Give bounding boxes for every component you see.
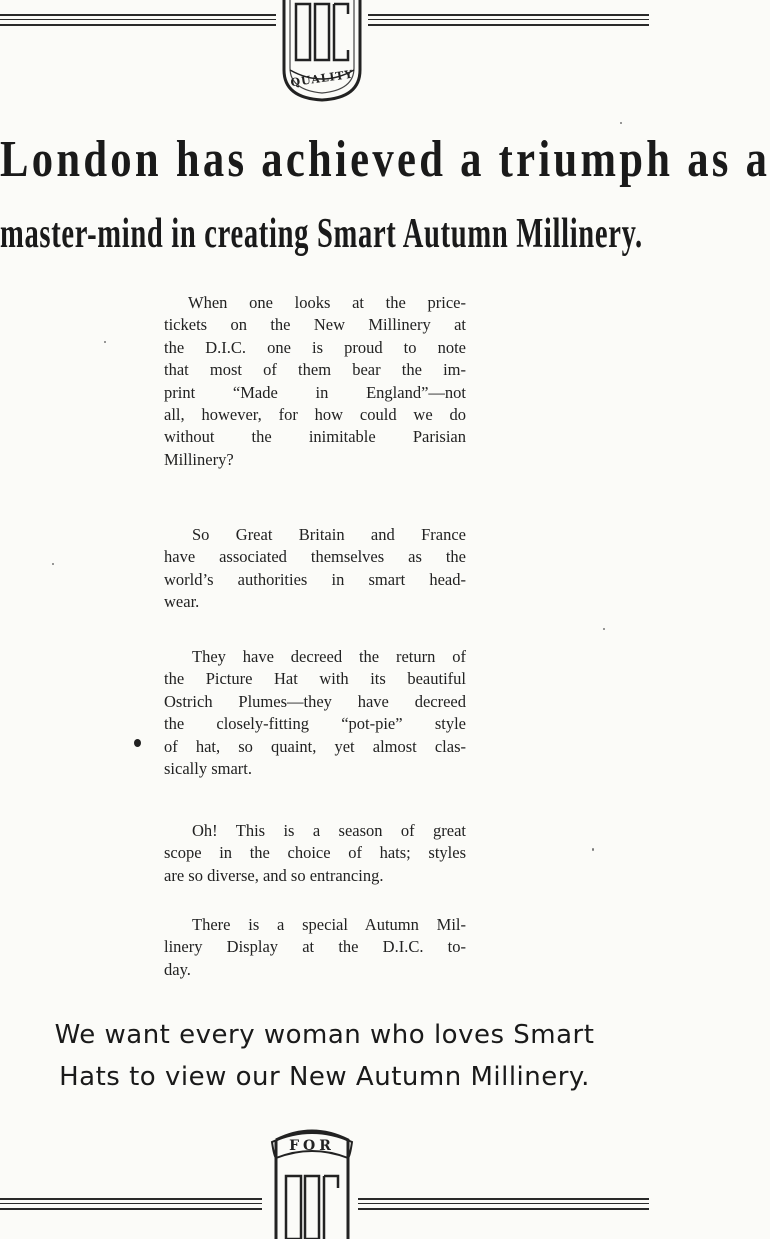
body-line: scope in the choice of hats; styles bbox=[164, 843, 466, 863]
ink-speck bbox=[592, 848, 594, 851]
bottom-rule-left bbox=[0, 1198, 262, 1200]
body-line: without the inimitable Parisian bbox=[164, 427, 466, 447]
body-line: the closely-fitting “pot-pie” style bbox=[164, 714, 466, 734]
body-line: sically smart. bbox=[164, 759, 252, 779]
body-line: all, however, for how could we do bbox=[164, 405, 466, 425]
top-rule-left-thin bbox=[0, 19, 276, 20]
ink-speck bbox=[104, 341, 106, 343]
paragraph bbox=[164, 646, 466, 780]
ink-speck bbox=[620, 122, 622, 124]
headline-line-2: master-mind in creating Smart Autumn Millinery. bbox=[0, 211, 643, 257]
top-rule-left bbox=[0, 14, 276, 16]
body-line: linery Display at the D.I.C. to- bbox=[164, 937, 466, 957]
paragraph bbox=[164, 292, 466, 471]
bottom-rule-left-thin bbox=[0, 1203, 262, 1204]
body-paragraph-2 bbox=[164, 524, 466, 614]
ink-speck bbox=[603, 628, 605, 630]
body-line: are so diverse, and so entrancing. bbox=[164, 865, 384, 885]
ink-speck bbox=[134, 739, 141, 747]
body-line: day. bbox=[164, 959, 191, 979]
quality-ribbon-text: QUALITY bbox=[289, 67, 355, 90]
top-rule-right-thin bbox=[368, 19, 649, 20]
bottom-rule-right bbox=[358, 1198, 649, 1200]
body-line: that most of them bear the im- bbox=[164, 360, 466, 380]
paragraph bbox=[164, 914, 466, 981]
body-line: have associated themselves as the bbox=[164, 547, 466, 567]
bottom-rule-left-lower bbox=[0, 1208, 262, 1210]
for-ribbon-text: FOR bbox=[289, 1138, 335, 1154]
paragraph bbox=[164, 820, 466, 887]
top-dic-emblem bbox=[278, 0, 366, 104]
body-line: wear. bbox=[164, 592, 200, 612]
body-line: of hat, so quaint, yet almost clas- bbox=[164, 736, 466, 756]
body-paragraph-5 bbox=[164, 914, 466, 981]
bottom-rule-right-thin bbox=[358, 1203, 649, 1204]
bottom-dic-emblem bbox=[266, 1126, 358, 1239]
body-line: the Picture Hat with its beautiful bbox=[164, 669, 466, 689]
bottom-rule-right-lower bbox=[358, 1208, 649, 1210]
paragraph bbox=[164, 524, 466, 614]
ink-speck bbox=[52, 563, 54, 565]
body-line: When one looks at the price- bbox=[188, 293, 466, 312]
headline-line-1: London has achieved a triumph as a bbox=[0, 131, 770, 188]
body-line: Ostrich Plumes—they have decreed bbox=[164, 691, 466, 711]
body-line: world’s authorities in smart head- bbox=[164, 569, 466, 589]
top-rule-right-lower bbox=[368, 24, 649, 26]
body-paragraph-4 bbox=[164, 820, 466, 887]
closing-line-2: Hats to view our New Autumn Millinery. bbox=[59, 1062, 590, 1092]
body-line: tickets on the New Millinery at bbox=[164, 315, 466, 335]
closing-line-1: We want every woman who loves Smart bbox=[54, 1020, 595, 1050]
top-rule-left-lower bbox=[0, 24, 276, 26]
body-line: So Great Britain and France bbox=[192, 525, 466, 544]
body-line: Millinery? bbox=[164, 449, 234, 469]
body-line: They have decreed the return of bbox=[192, 647, 466, 666]
body-line: Oh! This is a season of great bbox=[192, 821, 466, 840]
body-paragraph-3 bbox=[164, 646, 466, 780]
top-rule-right bbox=[368, 14, 649, 16]
body-paragraph-1 bbox=[164, 292, 466, 471]
body-line: There is a special Autumn Mil- bbox=[192, 915, 466, 934]
body-line: the D.I.C. one is proud to note bbox=[164, 337, 466, 357]
body-line: print “Made in England”—not bbox=[164, 382, 466, 402]
